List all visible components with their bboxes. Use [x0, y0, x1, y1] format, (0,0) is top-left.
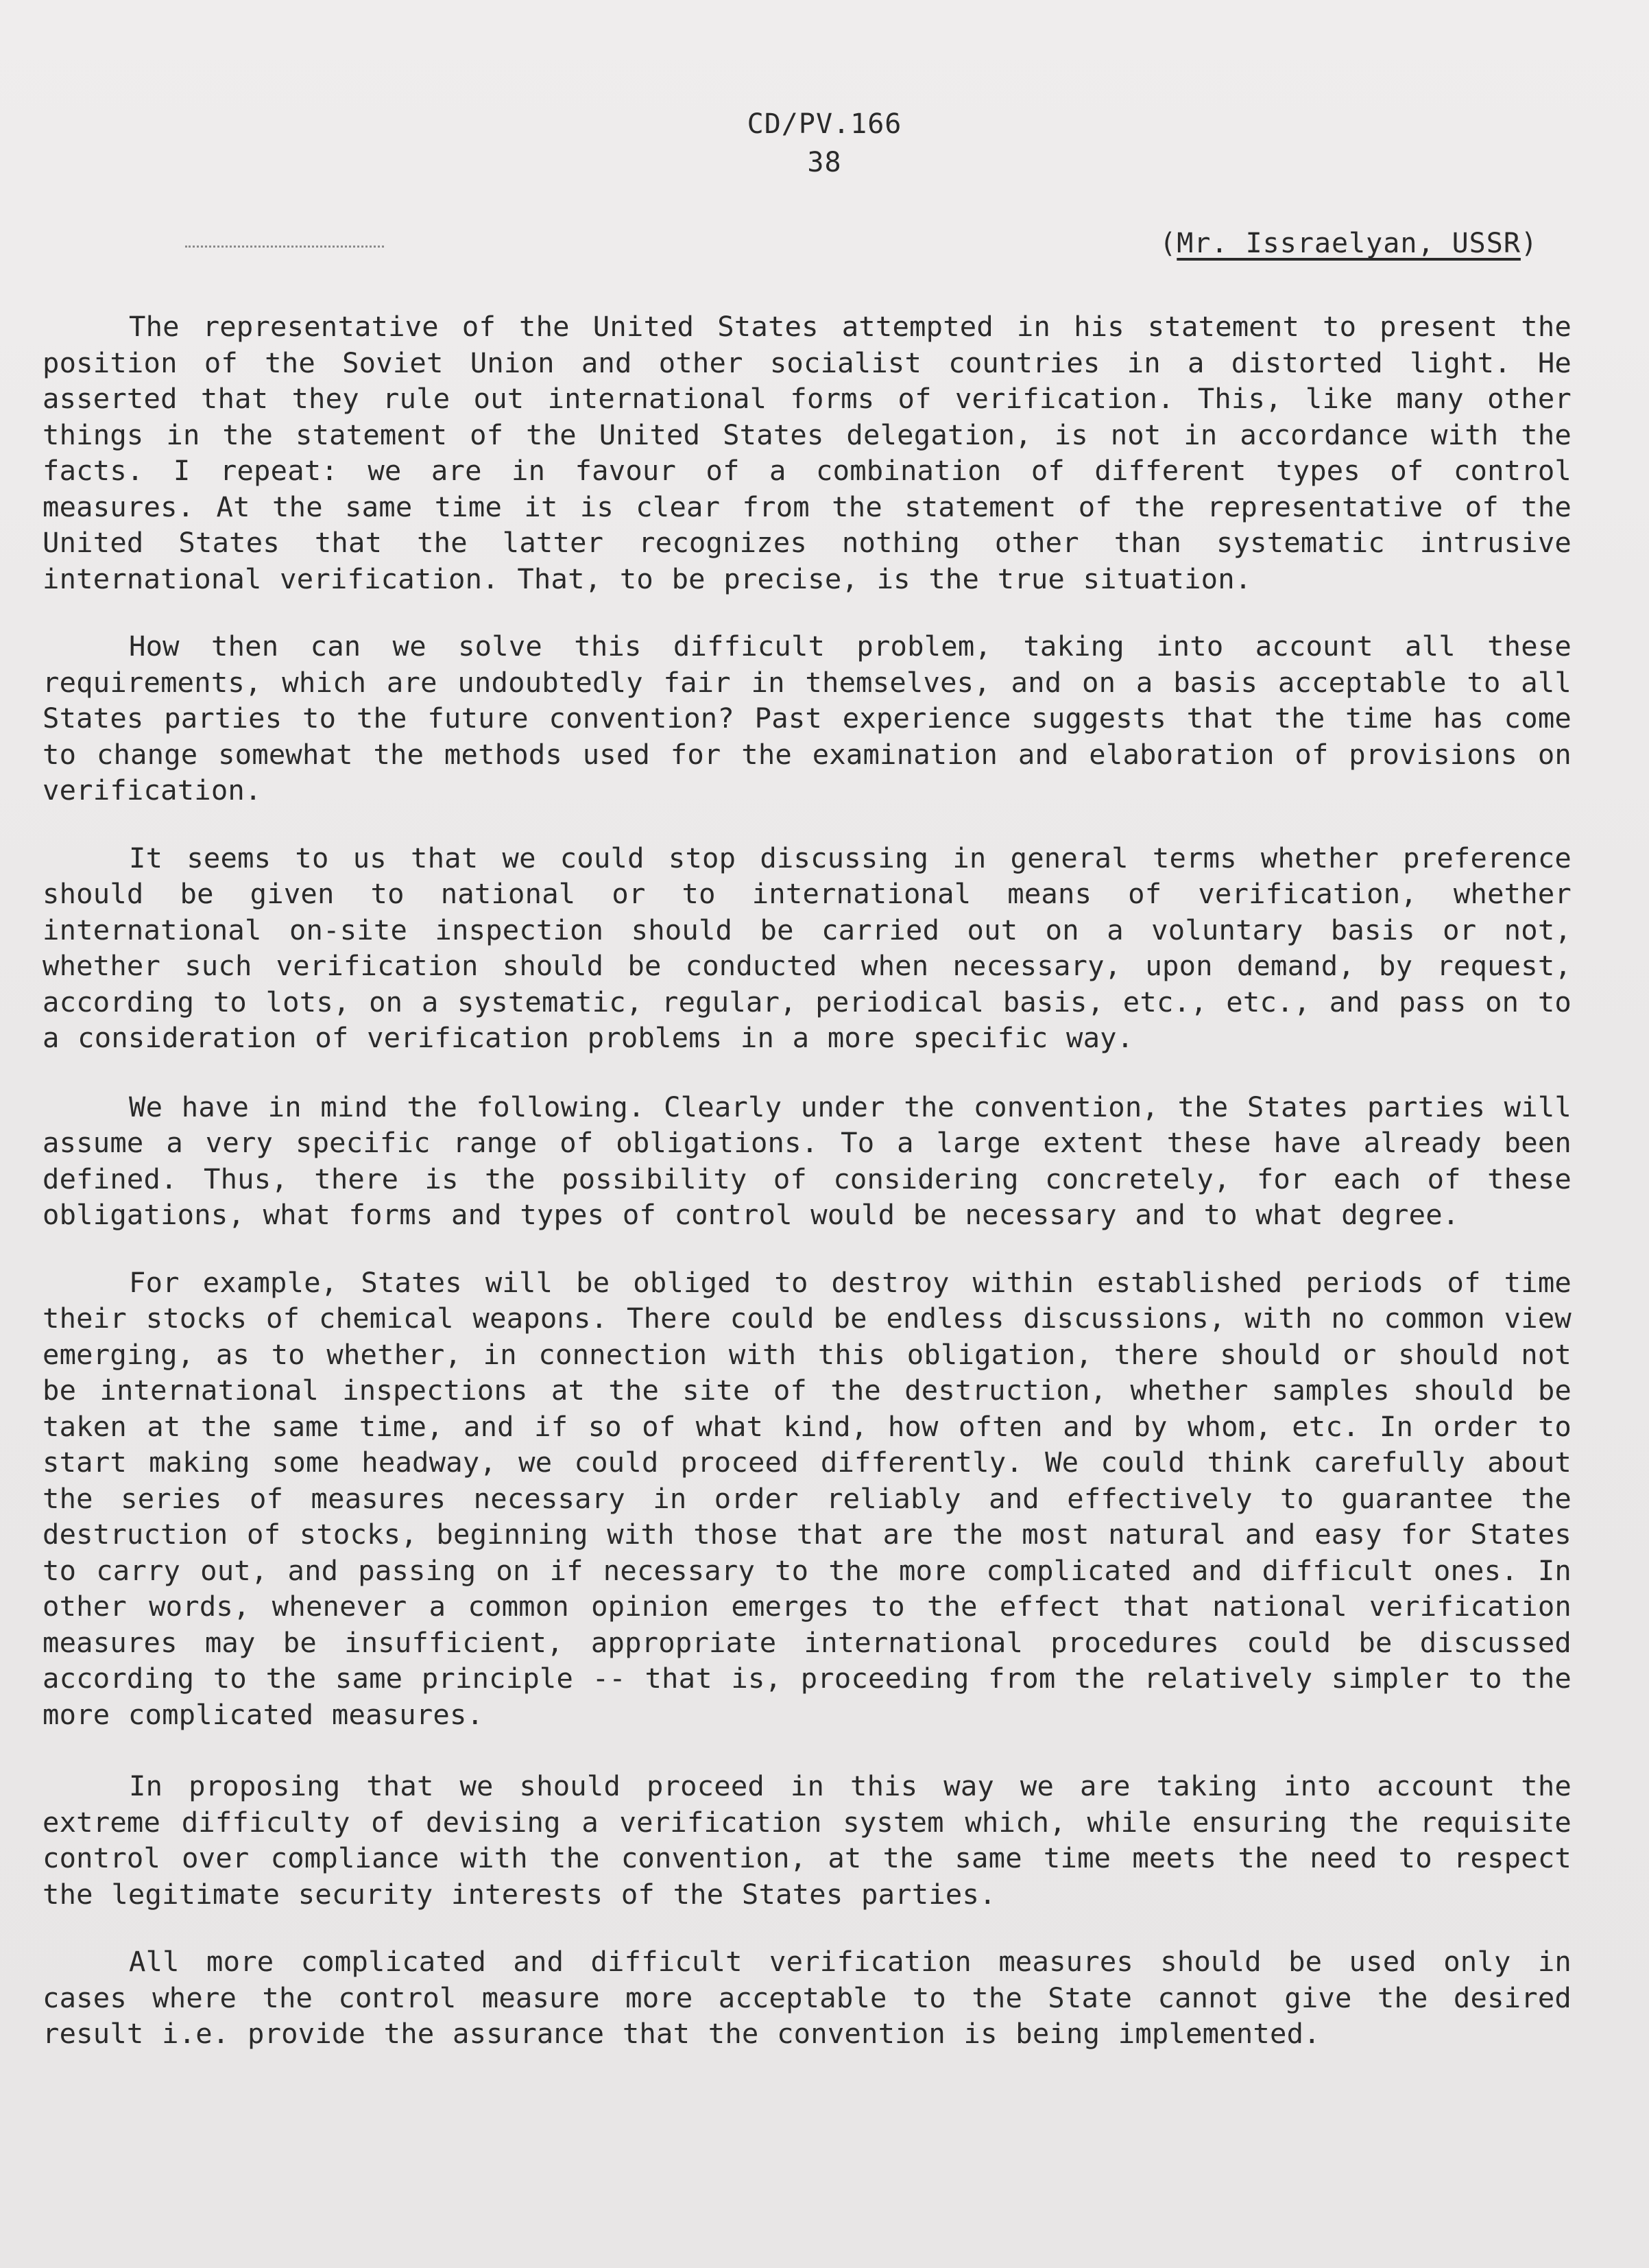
- speaker-leader-dots: [185, 241, 384, 248]
- paragraph: In proposing that we should proceed in this way we are taking into account the extreme difficulty of devising a verification system which, while ensuring the requisite control over compliance with the convention, at the same time meets the need to respect the legitimate security interests of the States parties.: [43, 1769, 1572, 1911]
- speaker-name: Mr. Issraelyan, USSR: [1177, 228, 1521, 259]
- paragraph: All more complicated and difficult verification measures should be used only in cases where the control measure more acceptable to the State cannot give the desired result i.e. provide the assurance that the convention is being implemented.: [43, 1945, 1572, 2050]
- speaker-attribution: [1159, 228, 1538, 259]
- statement-body: [43, 309, 1572, 2084]
- paragraph: How then can we solve this difficult problem, taking into account all these requirements, which are undoubtedly fair in themselves, and on a basis acceptable to all States parties to the future convention? Past experience suggests that the time has come to change somewhat the methods used for the examination and elaboration of provisions on verification.: [43, 630, 1572, 807]
- document-symbol: CD/PV.166: [747, 108, 902, 140]
- paragraph: We have in mind the following. Clearly under the convention, the States parties will assume a very specific range of obligations. To a large extent these have already been defined. Thus, there is the possibility of considering concretely, for each of these obligations, what forms and types of control would be necessary and to what degree.: [43, 1090, 1572, 1231]
- paragraph: The representative of the United States attempted in his statement to present the position of the Soviet Union and other socialist countries in a distorted light. He asserted that they rule out international forms of verification. This, like many other things in the statement of the United States delegation, is not in accordance with the facts. I repeat: we are in favour of a combination of different types of control measures. At the same time it is clear from the statement of the representative of the United States that the latter recognizes nothing other than systematic intrusive international verification. That, to be precise, is the true situation.: [43, 310, 1572, 595]
- paragraph: It seems to us that we could stop discussing in general terms whether preference should be given to national or to international means of verification, whether international on-site inspection should be carried out on a voluntary basis or not, whether such verification should be conducted when necessary, upon demand, by request, according to lots, on a systematic, regular, periodical basis, etc., etc., and pass on to a consideration of verification problems in a more specific way.: [43, 841, 1572, 1054]
- page-number: 38: [807, 147, 842, 178]
- paragraph: For example, States will be obliged to destroy within established periods of time their stocks of chemical weapons. There could be endless discussions, with no common view emerging, as to whether, in connection with this obligation, there should or should not be international inspections at the site of the destruction, whether samples should be taken at the same time, and if so of what kind, how often and by whom, etc. In order to start making some headway, we could proceed differently. We could think carefully about the series of measures necessary in order reliably and effectively to guarantee the destruction of stocks, beginning with those that are the most natural and easy for States to carry out, and passing on if necessary to the more complicated and difficult ones. In other words, whenever a common opinion emerges to the effect that national verification measures may be insufficient, appropriate international procedures could be discussed according to the same principle -- that is, proceeding from the relatively simpler to the more complicated measures.: [43, 1265, 1572, 1731]
- speaker-paren-close: ): [1520, 228, 1538, 259]
- speaker-paren-open: (: [1159, 228, 1177, 259]
